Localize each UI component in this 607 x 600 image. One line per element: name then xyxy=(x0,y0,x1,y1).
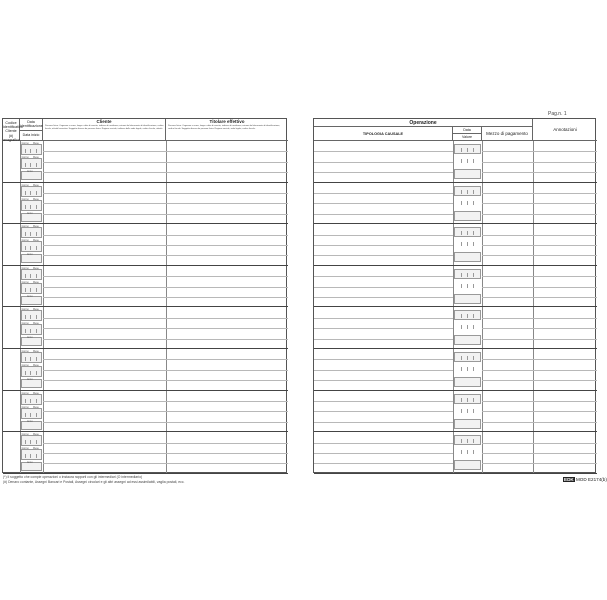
right-record-block xyxy=(314,183,597,225)
causale-entry-line[interactable] xyxy=(314,359,453,360)
payment-entry-line[interactable] xyxy=(482,245,597,246)
digit-separator xyxy=(473,273,474,277)
causale-entry-line[interactable] xyxy=(314,370,453,371)
payment-entry-line[interactable] xyxy=(482,255,597,256)
left-record-block xyxy=(3,307,288,349)
digit-separator xyxy=(461,273,462,277)
left-record-block xyxy=(3,183,288,225)
entry-line[interactable] xyxy=(43,328,288,329)
cell-label-mese: Mese xyxy=(33,364,39,367)
entry-line[interactable] xyxy=(43,339,288,340)
cell-label-mese: Mese xyxy=(33,156,39,159)
payment-entry-line[interactable] xyxy=(482,203,597,204)
entry-line[interactable] xyxy=(43,380,288,381)
payment-entry-line[interactable] xyxy=(482,235,597,236)
cell-label-giorno: Giorno xyxy=(21,364,29,367)
digit-separator xyxy=(461,242,462,246)
digit-separator xyxy=(473,356,474,360)
cell-label-giorno: Giorno xyxy=(21,225,29,229)
digit-separator xyxy=(473,325,474,329)
entry-line[interactable] xyxy=(43,255,288,256)
causale-entry-line[interactable] xyxy=(314,411,453,412)
digit-separator xyxy=(473,148,474,152)
digit-separator xyxy=(25,163,26,167)
digit-separator xyxy=(461,409,462,413)
payment-entry-line[interactable] xyxy=(482,463,597,464)
entry-line[interactable] xyxy=(43,172,288,173)
digit-separator xyxy=(36,163,37,167)
operazione-valore-cell[interactable] xyxy=(454,377,481,387)
digit-separator xyxy=(25,246,26,250)
payment-entry-line[interactable] xyxy=(482,359,597,360)
operazione-valore-cell[interactable] xyxy=(454,419,481,429)
left-record-block xyxy=(3,349,288,391)
digit-separator xyxy=(461,325,462,329)
digit-separator xyxy=(30,329,31,333)
cell-label-mese: Mese xyxy=(33,322,39,326)
digit-separator xyxy=(473,231,474,235)
digit-separator xyxy=(473,409,474,413)
cell-label-giorno: Giorno xyxy=(21,308,29,312)
cell-label-giorno: Giorno xyxy=(21,266,29,270)
causale-entry-line[interactable] xyxy=(314,453,453,454)
causale-entry-line[interactable] xyxy=(314,297,453,298)
digit-separator xyxy=(473,367,474,371)
digit-separator xyxy=(25,315,26,319)
digit-separator xyxy=(461,439,462,443)
digit-separator xyxy=(36,399,37,403)
digit-separator xyxy=(467,231,468,235)
digit-separator xyxy=(36,288,37,292)
cell-label-giorno: Giorno xyxy=(21,447,29,451)
digit-separator xyxy=(25,205,26,209)
digit-separator xyxy=(36,246,37,250)
digit-separator xyxy=(30,288,31,292)
digit-separator xyxy=(467,148,468,152)
digit-separator xyxy=(30,232,31,236)
digit-separator xyxy=(467,356,468,360)
cell-label-mese: Mese xyxy=(33,239,39,243)
digit-separator xyxy=(25,288,26,292)
entry-line[interactable] xyxy=(43,235,288,236)
digit-separator xyxy=(473,159,474,163)
digit-separator xyxy=(461,367,462,371)
payment-entry-line[interactable] xyxy=(482,453,597,454)
digit-separator xyxy=(473,190,474,194)
digit-separator xyxy=(467,398,468,402)
left-record-block xyxy=(3,141,288,183)
digit-separator xyxy=(25,399,26,403)
entry-line[interactable] xyxy=(43,162,288,163)
digit-separator xyxy=(36,232,37,236)
digit-separator xyxy=(36,413,37,417)
digit-separator xyxy=(30,246,31,250)
cliente-description: Persona fisica: Cognome e nome, luogo e data di nascita, indirizzo di residenza, estremi del documento di identificazione, codice fiscale, attività lavorativa. Soggetto diverso da persona fisica: Ragione sociale, indirizzo della sede legale, codice fiscale, attività. xyxy=(45,125,164,130)
right-record-block xyxy=(314,266,597,308)
digit-separator xyxy=(30,191,31,195)
causale-entry-line[interactable] xyxy=(314,328,453,329)
digit-separator xyxy=(25,191,26,195)
cell-label-giorno: Giorno xyxy=(21,350,29,353)
payment-entry-line[interactable] xyxy=(482,162,597,163)
entry-line[interactable] xyxy=(43,297,288,298)
digit-separator xyxy=(30,274,31,278)
cell-label-giorno: Giorno xyxy=(21,142,29,145)
cell-label-anno: Anno xyxy=(27,170,33,173)
digit-separator xyxy=(461,231,462,235)
right-record-block xyxy=(314,307,597,349)
right-record-block xyxy=(314,432,597,474)
entry-line[interactable] xyxy=(43,422,288,423)
digit-separator xyxy=(467,325,468,329)
digit-separator xyxy=(467,367,468,371)
digit-separator xyxy=(461,314,462,318)
digit-separator xyxy=(473,201,474,205)
digit-separator xyxy=(36,357,37,361)
header-titolare: Titolare effettivo xyxy=(209,119,245,124)
cell-label-anno: Anno xyxy=(27,378,33,381)
page-number: Pag.n. 1 xyxy=(548,111,567,117)
digit-separator xyxy=(36,149,37,153)
cell-label-mese: Mese xyxy=(33,197,39,201)
entry-line[interactable] xyxy=(43,287,288,288)
payment-entry-line[interactable] xyxy=(482,443,597,444)
footnote-1: (*) Il soggetto che compie operazioni o instaura rapporti con gli intermediari (O intermediario) xyxy=(3,475,143,479)
payment-entry-line[interactable] xyxy=(482,193,597,194)
causale-entry-line[interactable] xyxy=(314,318,453,319)
cell-label-mese: Mese xyxy=(33,433,39,437)
cell-label-mese: Mese xyxy=(33,266,39,270)
header-operazione: Operazione xyxy=(314,119,533,127)
cell-label-anno: Anno xyxy=(27,253,33,257)
entry-line[interactable] xyxy=(43,245,288,246)
header-tipologia-causale: TIPOLOGIA CAUSALE xyxy=(314,127,453,141)
digit-separator xyxy=(30,315,31,319)
operazione-valore-cell[interactable] xyxy=(454,294,481,304)
digit-separator xyxy=(36,274,37,278)
digit-separator xyxy=(36,329,37,333)
entry-line[interactable] xyxy=(43,370,288,371)
causale-entry-line[interactable] xyxy=(314,443,453,444)
cell-label-mese: Mese xyxy=(33,350,39,353)
payment-entry-line[interactable] xyxy=(482,422,597,423)
causale-entry-line[interactable] xyxy=(314,287,453,288)
causale-entry-line[interactable] xyxy=(314,380,453,381)
cell-label-giorno: Giorno xyxy=(21,239,29,243)
digit-separator xyxy=(25,274,26,278)
digit-separator xyxy=(25,149,26,153)
left-record-block xyxy=(3,391,288,433)
cell-label-anno: Anno xyxy=(27,211,33,215)
digit-separator xyxy=(467,190,468,194)
digit-separator xyxy=(30,163,31,167)
cell-label-giorno: Giorno xyxy=(21,197,29,201)
digit-separator xyxy=(36,205,37,209)
digit-separator xyxy=(473,242,474,246)
form-code-block xyxy=(563,477,607,482)
right-record-block xyxy=(314,141,597,183)
cell-label-giorno: Giorno xyxy=(21,405,29,409)
cell-label-giorno: Giorno xyxy=(21,156,29,159)
digit-separator xyxy=(467,450,468,454)
cell-label-mese: Mese xyxy=(33,447,39,451)
cell-label-anno: Anno xyxy=(27,461,33,465)
digit-separator xyxy=(25,454,26,458)
digit-separator xyxy=(467,314,468,318)
causale-entry-line[interactable] xyxy=(314,193,453,194)
causale-entry-line[interactable] xyxy=(314,245,453,246)
entry-line[interactable] xyxy=(43,443,288,444)
entry-line[interactable] xyxy=(43,463,288,464)
header-valore: Valore xyxy=(453,134,482,141)
cell-label-anno: Anno xyxy=(27,294,33,298)
left-record-block xyxy=(3,432,288,474)
header-codice-cliente: Codice identificativo Cliente (#) anagrafico xyxy=(3,121,23,142)
digit-separator xyxy=(461,398,462,402)
digit-separator xyxy=(467,159,468,163)
digit-separator xyxy=(467,242,468,246)
publisher-logo: EDK xyxy=(564,477,574,482)
cell-label-mese: Mese xyxy=(33,183,39,187)
right-record-block xyxy=(314,349,597,391)
header-cliente-cell xyxy=(43,119,166,141)
entry-line[interactable] xyxy=(43,359,288,360)
payment-entry-line[interactable] xyxy=(482,276,597,277)
digit-separator xyxy=(473,450,474,454)
cell-label-giorno: Giorno xyxy=(21,391,29,395)
digit-separator xyxy=(467,439,468,443)
entry-line[interactable] xyxy=(43,276,288,277)
payment-entry-line[interactable] xyxy=(482,411,597,412)
digit-separator xyxy=(461,284,462,288)
digit-separator xyxy=(36,371,37,375)
operazione-valore-cell[interactable] xyxy=(454,335,481,345)
causale-entry-line[interactable] xyxy=(314,214,453,215)
causale-entry-line[interactable] xyxy=(314,422,453,423)
digit-separator xyxy=(473,284,474,288)
digit-separator xyxy=(25,440,26,444)
header-data: Data xyxy=(453,127,482,134)
operazione-valore-cell[interactable] xyxy=(454,211,481,221)
cell-label-mese: Mese xyxy=(33,391,39,395)
causale-entry-line[interactable] xyxy=(314,162,453,163)
digit-separator xyxy=(467,201,468,205)
payment-entry-line[interactable] xyxy=(482,287,597,288)
cell-label-mese: Mese xyxy=(33,405,39,409)
digit-separator xyxy=(461,356,462,360)
header-mezzo-pagamento: Mezzo di pagamento xyxy=(482,127,533,141)
digit-separator xyxy=(461,159,462,163)
causale-entry-line[interactable] xyxy=(314,339,453,340)
payment-entry-line[interactable] xyxy=(482,401,597,402)
entry-line[interactable] xyxy=(43,411,288,412)
digit-separator xyxy=(30,399,31,403)
record-divider xyxy=(314,473,597,474)
causale-entry-line[interactable] xyxy=(314,463,453,464)
digit-separator xyxy=(461,450,462,454)
operazione-valore-cell[interactable] xyxy=(454,169,481,179)
digit-separator xyxy=(25,371,26,375)
cell-label-giorno: Giorno xyxy=(21,280,29,284)
entry-line[interactable] xyxy=(43,401,288,402)
digit-separator xyxy=(461,148,462,152)
cell-label-mese: Mese xyxy=(33,142,39,145)
causale-entry-line[interactable] xyxy=(314,151,453,152)
digit-separator xyxy=(473,314,474,318)
causale-entry-line[interactable] xyxy=(314,203,453,204)
cell-label-giorno: Giorno xyxy=(21,433,29,437)
digit-separator xyxy=(36,440,37,444)
right-record-block xyxy=(314,391,597,433)
digit-separator xyxy=(473,439,474,443)
cell-label-giorno: Giorno xyxy=(21,183,29,187)
header-annotazioni: Annotazioni xyxy=(533,119,597,141)
cell-label-mese: Mese xyxy=(33,308,39,312)
cell-label-mese: Mese xyxy=(33,225,39,229)
digit-separator xyxy=(30,413,31,417)
titolare-description: Persona fisica: Cognome e nome, luogo e data di nascita, indirizzo di residenza, estremi del documento di identificazione, codice fiscale. Soggetto diverso da persona fisica: Ragione sociale, sede legale, codice fiscale. xyxy=(168,125,280,130)
payment-entry-line[interactable] xyxy=(482,172,597,173)
digit-separator xyxy=(36,191,37,195)
digit-separator xyxy=(461,190,462,194)
payment-entry-line[interactable] xyxy=(482,328,597,329)
header-titolare-cell xyxy=(166,119,288,141)
payment-entry-line[interactable] xyxy=(482,297,597,298)
digit-separator xyxy=(30,357,31,361)
entry-line[interactable] xyxy=(43,193,288,194)
digit-separator xyxy=(25,232,26,236)
entry-line[interactable] xyxy=(43,318,288,319)
payment-entry-line[interactable] xyxy=(482,151,597,152)
form-code: MOD E2174(b) xyxy=(575,477,607,482)
operazione-valore-cell[interactable] xyxy=(454,252,481,262)
entry-line[interactable] xyxy=(43,453,288,454)
digit-separator xyxy=(30,149,31,153)
cell-label-anno: Anno xyxy=(27,419,33,423)
digit-separator xyxy=(461,201,462,205)
digit-separator xyxy=(467,273,468,277)
record-divider xyxy=(3,473,288,474)
header-cliente: Cliente xyxy=(96,119,112,124)
digit-separator xyxy=(36,315,37,319)
digit-separator xyxy=(467,409,468,413)
left-register-table xyxy=(2,118,287,473)
causale-entry-line[interactable] xyxy=(314,235,453,236)
causale-entry-line[interactable] xyxy=(314,255,453,256)
right-record-block xyxy=(314,224,597,266)
digit-separator xyxy=(30,205,31,209)
left-record-block xyxy=(3,266,288,308)
entry-line[interactable] xyxy=(43,203,288,204)
causale-entry-line[interactable] xyxy=(314,172,453,173)
left-record-block xyxy=(3,224,288,266)
digit-separator xyxy=(30,454,31,458)
digit-separator xyxy=(30,371,31,375)
header-data-inizio: Data inizio xyxy=(20,131,43,141)
digit-separator xyxy=(473,398,474,402)
payment-entry-line[interactable] xyxy=(482,318,597,319)
payment-entry-line[interactable] xyxy=(482,214,597,215)
footnote-2: (#) Denaro contante, Assegni Bancari e Postali, Assegni circolari e gli altri assegni ad essi assimilabili, vaglia postali, ecc. xyxy=(3,480,185,484)
causale-entry-line[interactable] xyxy=(314,401,453,402)
entry-line[interactable] xyxy=(43,151,288,152)
header-data-identificazione: Data identificazione xyxy=(20,119,43,131)
cell-label-anno: Anno xyxy=(27,336,33,340)
operazione-valore-cell[interactable] xyxy=(454,460,481,470)
payment-entry-line[interactable] xyxy=(482,370,597,371)
cell-label-giorno: Giorno xyxy=(21,322,29,326)
entry-line[interactable] xyxy=(43,214,288,215)
right-register-table xyxy=(313,118,596,473)
cell-label-mese: Mese xyxy=(33,280,39,284)
digit-separator xyxy=(25,413,26,417)
digit-separator xyxy=(25,329,26,333)
payment-entry-line[interactable] xyxy=(482,339,597,340)
payment-entry-line[interactable] xyxy=(482,380,597,381)
digit-separator xyxy=(30,440,31,444)
causale-entry-line[interactable] xyxy=(314,276,453,277)
digit-separator xyxy=(36,454,37,458)
digit-separator xyxy=(25,357,26,361)
digit-separator xyxy=(467,284,468,288)
